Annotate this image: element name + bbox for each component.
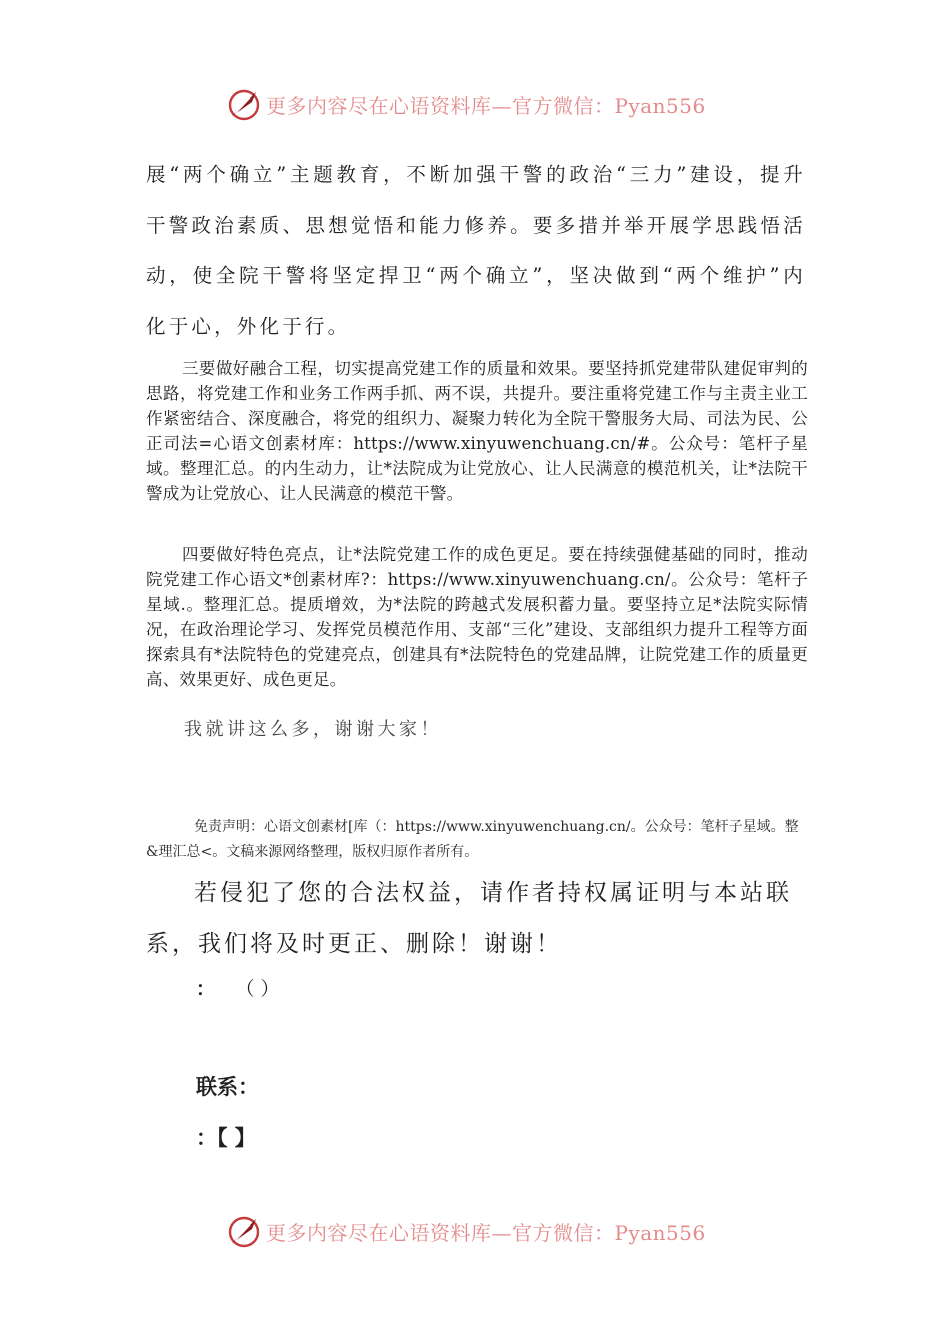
quill-pen-logo-icon bbox=[226, 1213, 262, 1249]
infringement-notice: 若侵犯了您的合法权益，请作者持权属证明与本站联系，我们将及时更正、删除！谢谢！ bbox=[146, 880, 792, 957]
contact-label: 联系： bbox=[196, 1075, 259, 1099]
paragraph-four: 四要做好特色亮点，让*法院党建工作的成色更足。要在持续强健基础的同时，推动院党建工作心语文*创素材库?：https://www.xinyuwenchuang.cn/。公众号：笔杆子星域.。整理汇总。提质增效，为*法院的跨越式发展积蓄力量。要坚持立足*法院实际情况，在政治理论学习、发挥党员模范作用、支部“三化”建设、支部组织力提升工程等方面探索具有*法院特色的党建亮点，创建具有*法院特色的党建品牌，让院党建工作的质量更高、效果更好、成色更足。 bbox=[146, 545, 808, 689]
paragraph-continued: 展“两个确立”主题教育，不断加强干警的政治“三力”建设，提升干警政治素质、思想觉悟和能力修养。要多措并举开展学思践悟活动，使全院干警将坚定捍卫“两个确立”，坚决做到“两个维护”内化于心，外化于行。 bbox=[146, 163, 806, 338]
closing-remark: 我就讲这么多，谢谢大家！ bbox=[184, 719, 442, 740]
disclaimer-text: 免责声明：心语文创素材[库（：https://www.xinyuwenchuang.cn/。公众号：笔杆子星域。整&理汇总<。文稿来源网络整理，版权归原作者所有。 bbox=[146, 819, 799, 860]
header-banner-text: 更多内容尽在心语资料库—官方微信：Pyan556 bbox=[266, 93, 706, 118]
colon-paren-line bbox=[196, 974, 280, 1001]
empty-parentheses: （ ） bbox=[245, 978, 280, 1000]
header-banner bbox=[226, 84, 746, 124]
colon-mark: ： bbox=[196, 978, 216, 1000]
quill-pen-logo-icon bbox=[226, 86, 262, 122]
footer-banner-text: 更多内容尽在心语资料库—官方微信：Pyan556 bbox=[266, 1220, 706, 1245]
bracket-line: ：【 】 bbox=[196, 1126, 256, 1150]
paragraph-three: 三要做好融合工程，切实提高党建工作的质量和效果。要坚持抓党建带队建促审判的思路，将党建工作和业务工作两手抓、两不误，共提升。要注重将党建工作与主责主业工作紧密结合、深度融合，将党的组织力、凝聚力转化为全院干警服务大局、司法为民、公正司法=心语文创素材库：https://www.xinyuwenchuang.cn/#。公众号：笔杆子星域。整理汇总。的内生动力，让*法院成为让党放心、让人民满意的模范机关，让*法院干警成为让党放心、让人民满意的模范干警。 bbox=[146, 359, 808, 503]
footer-banner bbox=[226, 1211, 746, 1251]
